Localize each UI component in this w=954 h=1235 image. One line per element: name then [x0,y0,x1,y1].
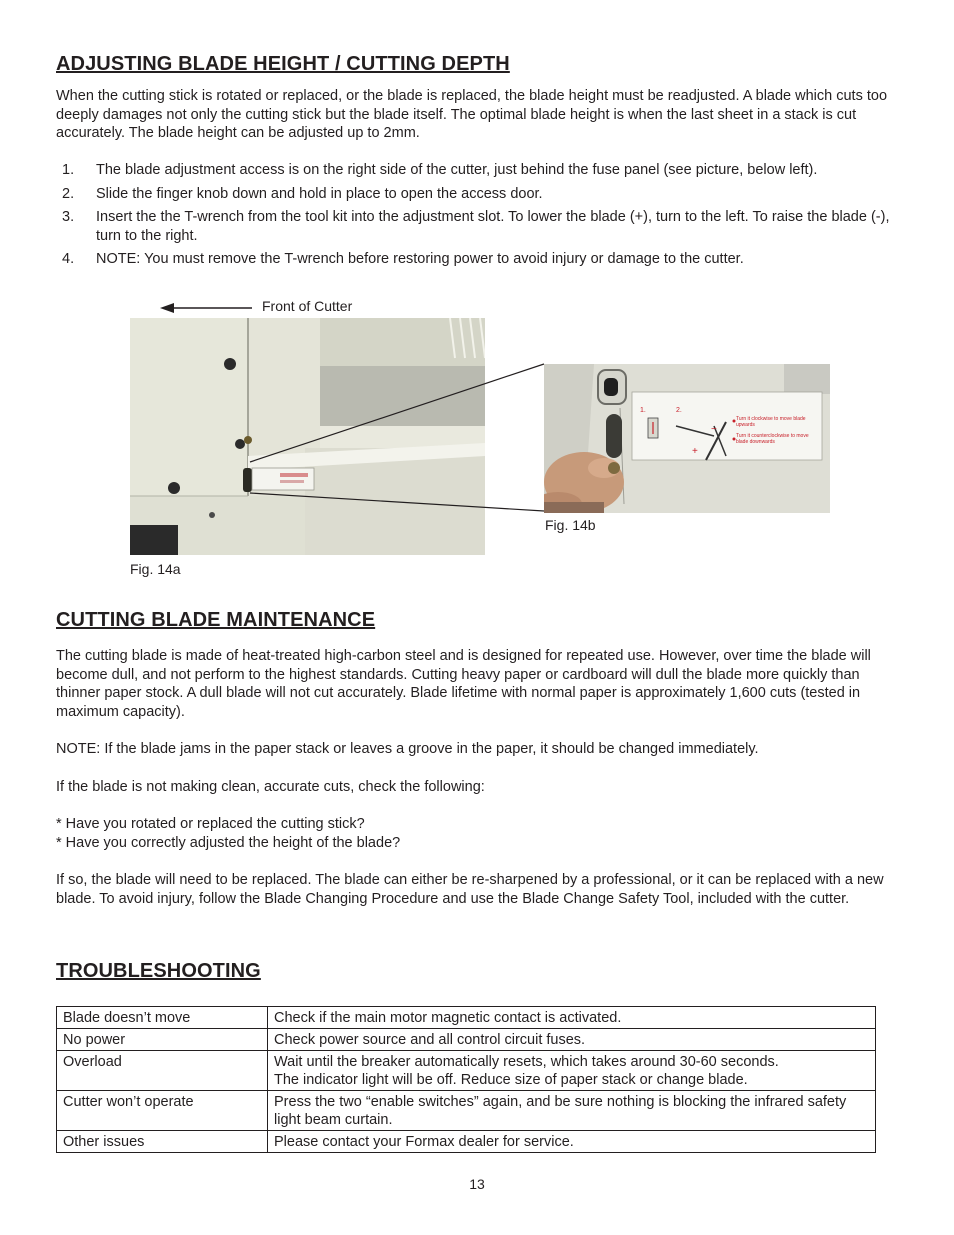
troubleshooting-table [56,1006,876,1153]
page-number: 13 [469,1176,485,1192]
heading-cutting-blade-maintenance: CUTTING BLADE MAINTENANCE [56,609,376,631]
problem-cell: Blade doesn’t move [57,1007,268,1029]
label-counterclockwise-text: Turn it counterclockwise to move blade downwards [736,433,809,445]
maintenance-check-intro: If the blade is not making clean, accurate cuts, check the following: [56,779,485,795]
fig14b-caption: Fig. 14b [545,517,596,533]
fig14b-photo [544,364,830,513]
problem-cell: Other issues [57,1131,268,1153]
label-step2-text: 2. [676,407,682,414]
table-row [57,1131,876,1153]
step-text: NOTE: You must remove the T-wrench before restoring power to avoid injury or damage to the cutter. [96,251,744,268]
maintenance-note-paragraph: NOTE: If the blade jams in the paper stack or leaves a groove in the paper, it should be changed immediately. [56,741,759,757]
table-row [57,1007,876,1029]
step-text: Insert the the T-wrench from the tool kit into the adjustment slot. To lower the blade (+), turn to the left. To raise the blade (-), turn to the right. [96,209,890,244]
problem-cell: No power [57,1029,268,1051]
heading-adjusting-blade-height: ADJUSTING BLADE HEIGHT / CUTTING DEPTH [56,53,510,75]
maintenance-bullet-2: * Have you correctly adjusted the height of the blade? [56,835,401,851]
svg-text:+: + [692,446,698,457]
front-of-cutter-label: Front of Cutter [262,298,353,314]
step-number: 2. [62,185,75,202]
step-number: 1. [62,162,75,178]
table-row [57,1029,876,1051]
step-text: Slide the finger knob down and hold in place to open the access door. [96,185,543,202]
problem-cell: Overload [57,1051,268,1091]
label-clockwise-text: Turn it clockwise to move blade upwards [736,416,806,428]
label-step1-text: 1. [640,407,646,414]
step-text: The blade adjustment access is on the right side of the cutter, just behind the fuse panel (see picture, below left). [96,162,818,178]
solution-line-2: The indicator light will be off. Reduce size of paper stack or change blade. [274,1072,748,1088]
maintenance-paragraph-4: If so, the blade will need to be replaced. The blade can either be re-sharpened by a professional, or it can be replaced with a new blade. To avoid injury, follow the Blade Changing Procedure and use the Blade Change Safety Tool, included with the cutter. [56,872,884,907]
solution-cell: Check power source and all control circuit fuses. [268,1029,876,1051]
step-number: 3. [62,209,75,226]
maintenance-paragraph-1: The cutting blade is made of heat-treated high-carbon steel and is designed for repeated use. However, over time the blade will become dull, and not perform to the highest standards. Cutting heavy paper or cardboard will dull the blade more quickly than thinner paper stock. A dull blade will not cut accurately. Blade lifetime with normal paper is approximately 1,600 cuts (tested in maximum capacity). [56,648,871,720]
svg-text:−: − [711,424,717,435]
problem-cell: Cutter won’t operate [57,1091,268,1131]
solution-cell: Check if the main motor magnetic contact is activated. [268,1007,876,1029]
fig14a-caption: Fig. 14a [130,561,181,577]
maintenance-bullet-1: * Have you rotated or replaced the cutting stick? [56,816,365,832]
heading-troubleshooting: TROUBLESHOOTING [56,960,261,982]
intro-paragraph: When the cutting stick is rotated or replaced, or the blade is replaced, the blade height must be readjusted. A blade which cuts too deeply damages not only the cutting stick but the blade itself. The optimal blade height is when the last sheet in a stack is cut accurately. The blade height can be adjusted up to 2mm. [56,88,888,142]
solution-cell: Press the two “enable switches” again, and be sure nothing is blocking the infrared safety light beam curtain. [268,1091,876,1131]
step-number: 4. [62,251,75,268]
table-row [57,1051,876,1091]
solution-cell: Please contact your Formax dealer for service. [268,1131,876,1153]
solution-line-1: Wait until the breaker automatically resets, which takes around 30-60 seconds. [274,1054,779,1070]
solution-cell [268,1051,876,1091]
table-row [57,1091,876,1131]
